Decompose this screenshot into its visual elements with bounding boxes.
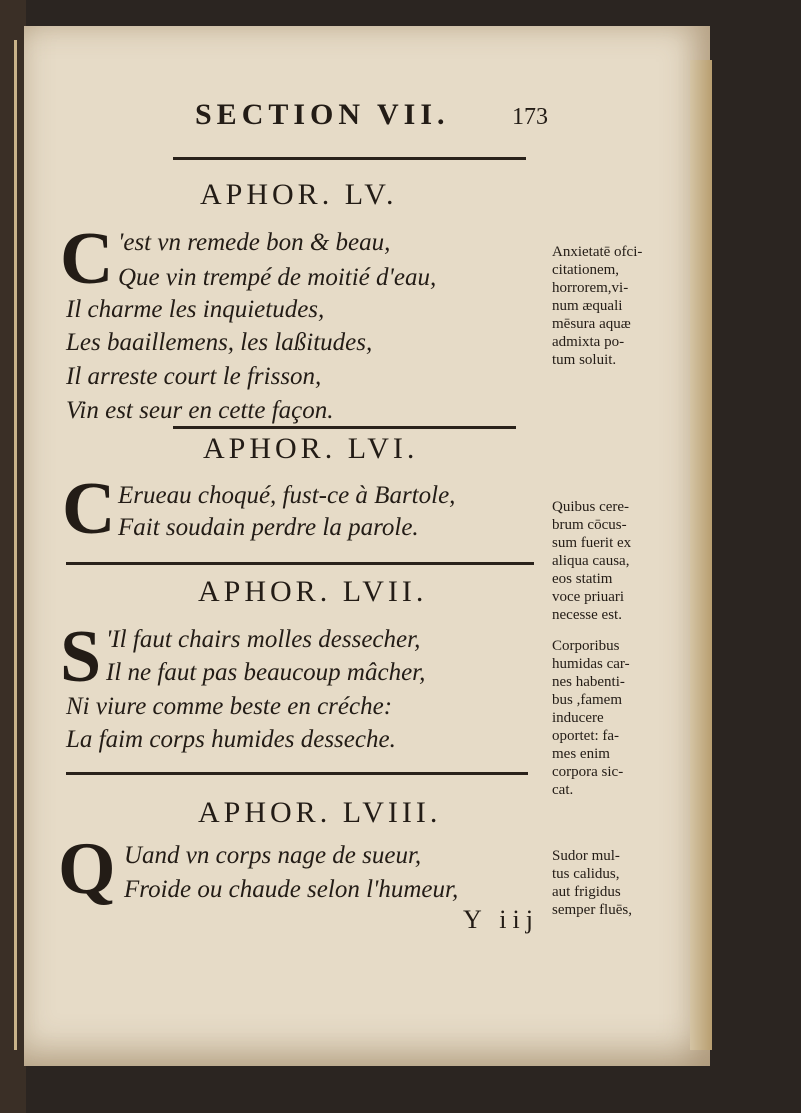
drop-cap: Q (58, 828, 116, 910)
margin-note-line: Quibus cere- (552, 499, 630, 515)
verse-line: Vin est seur en cette façon. (66, 397, 334, 424)
section-heading: SECTION VII. (195, 98, 450, 131)
margin-note-line: semper fluēs, (552, 902, 632, 918)
verse-line: Il ne faut pas beaucoup mâcher, (106, 659, 426, 686)
margin-note-line: aut frigidus (552, 884, 621, 900)
page-fore-edge (690, 60, 712, 1050)
section-rule (173, 426, 516, 429)
margin-note-line: admixta po- (552, 334, 625, 350)
margin-note-line: horrorem,vi- (552, 280, 629, 296)
margin-note-line: sum fuerit ex (552, 535, 632, 551)
verse-line: Froide ou chaude selon l'humeur, (124, 876, 459, 903)
binding-rule (14, 40, 17, 1050)
signature-mark: Y iij (463, 905, 539, 934)
aphorism-title: APHOR. LV. (200, 178, 398, 211)
margin-note-line: bus ,famem (552, 692, 622, 708)
drop-cap: S (60, 616, 102, 698)
header-rule (173, 157, 526, 160)
verse-line: 'Il faut chairs molles dessecher, (106, 626, 421, 653)
margin-note-line: mēsura aquæ (552, 316, 631, 332)
margin-note-line: brum cōcus- (552, 517, 627, 533)
drop-cap: C (62, 468, 116, 550)
verse-line: La faim corps humides desseche. (66, 726, 396, 753)
margin-note-line: Corporibus (552, 638, 620, 654)
margin-note-line: oportet: fa- (552, 728, 620, 744)
margin-note-line: aliqua causa, (552, 553, 630, 569)
verse-line: Fait soudain perdre la parole. (118, 514, 419, 541)
margin-note-line: mes enim (552, 746, 610, 762)
verse-line: Uand vn corps nage de sueur, (124, 842, 422, 869)
margin-note-line: citationem, (552, 262, 620, 278)
margin-note-line: eos statim (552, 571, 613, 587)
left-binding-edge (0, 0, 26, 1113)
verse-line: Erueau choqué, fust-ce à Bartole, (118, 482, 456, 509)
margin-note-line: inducere (552, 710, 604, 726)
margin-note-line: necesse est. (552, 607, 622, 623)
aphorism-title: APHOR. LVI. (203, 432, 419, 465)
margin-note-line: voce priuari (552, 589, 625, 605)
margin-note-line: tus calidus, (552, 866, 620, 882)
section-rule (66, 772, 528, 775)
verse-line: 'est vn remede bon & beau, (118, 229, 391, 256)
drop-cap: C (60, 218, 114, 300)
margin-note-line: corpora sic- (552, 764, 624, 780)
page-number: 173 (512, 104, 548, 130)
margin-note-line: cat. (552, 782, 574, 798)
verse-line: Il charme les inquietudes, (66, 296, 325, 323)
verse-line: Les baaillemens, les laßitudes, (66, 329, 373, 356)
margin-note-line: humidas car- (552, 656, 630, 672)
margin-note-line: nes habenti- (552, 674, 625, 690)
aphorism-title: APHOR. LVIII. (198, 796, 442, 829)
margin-note-line: num æquali (552, 298, 623, 314)
verse-line: Il arreste court le frisson, (66, 363, 322, 390)
margin-note-line: tum soluit. (552, 352, 617, 368)
verse-line: Que vin trempé de moitié d'eau, (118, 264, 437, 291)
margin-note-line: Sudor mul- (552, 848, 620, 864)
verse-line: Ni viure comme beste en créche: (66, 693, 393, 720)
aphorism-title: APHOR. LVII. (198, 575, 428, 608)
margin-note-line: Anxietatē ofci- (552, 244, 643, 260)
section-rule (66, 562, 534, 565)
